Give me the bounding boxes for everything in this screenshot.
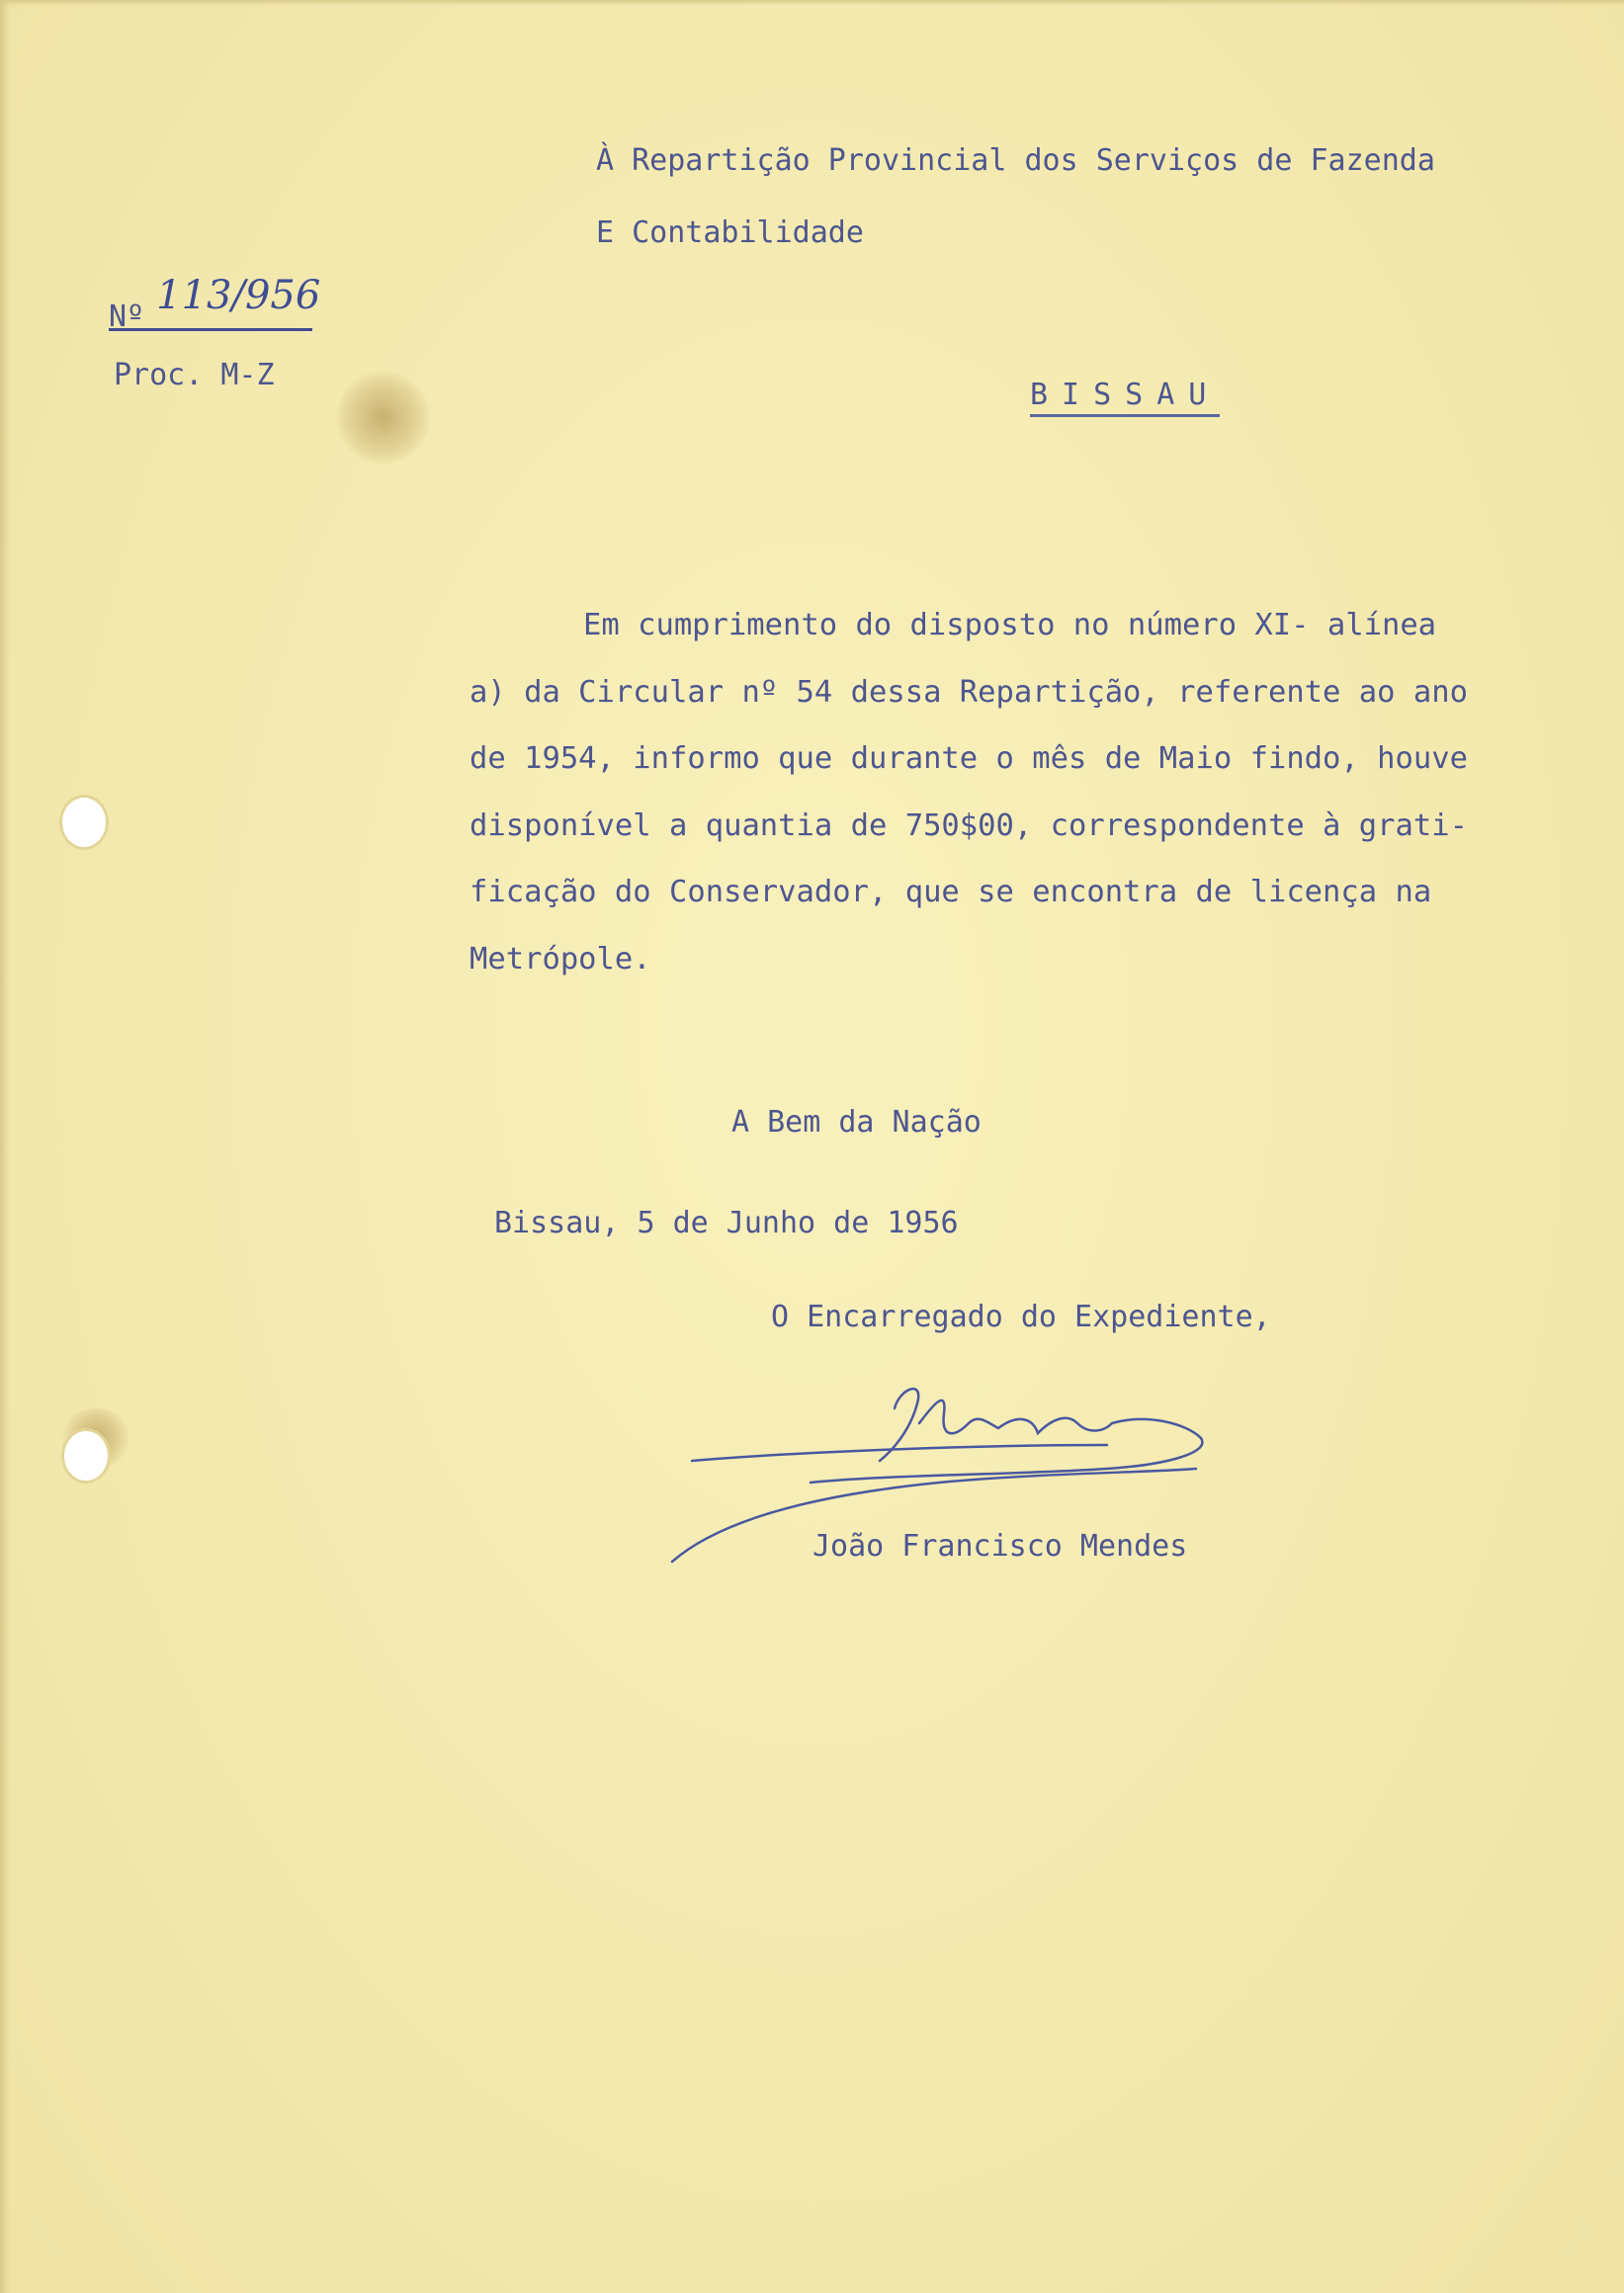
reference-number-handwritten: 113/956 — [156, 273, 321, 318]
body-line-2: a) da Circular nº 54 dessa Repartição, referente ao ano — [470, 675, 1468, 710]
body-line-3: de 1954, informo que durante o mês de Maio findo, houve — [470, 741, 1468, 776]
body-line-5: ficação do Conservador, que se encontra de licença na — [470, 875, 1432, 909]
reference-number-prefix: Nº — [109, 299, 145, 334]
signatory-name: João Francisco Mendes — [812, 1529, 1188, 1564]
addressee-city: BISSAU — [1030, 378, 1220, 417]
body-line-6: Metrópole. — [470, 942, 651, 977]
process-reference: Proc. M-Z — [114, 358, 275, 392]
addressee-line-2: E Contabilidade — [596, 215, 864, 250]
body-line-1: Em cumprimento do disposto no número XI- alínea — [583, 608, 1437, 642]
closing-date: Bissau, 5 de Junho de 1956 — [494, 1206, 959, 1240]
addressee-line-1: À Repartição Provincial dos Serviços de Fazenda — [596, 143, 1435, 178]
closing-salutation: A Bem da Nação — [731, 1105, 982, 1140]
body-line-4: disponível a quantia de 750$00, correspondente à grati- — [470, 808, 1468, 843]
closing-role: O Encarregado do Expediente, — [771, 1300, 1271, 1334]
